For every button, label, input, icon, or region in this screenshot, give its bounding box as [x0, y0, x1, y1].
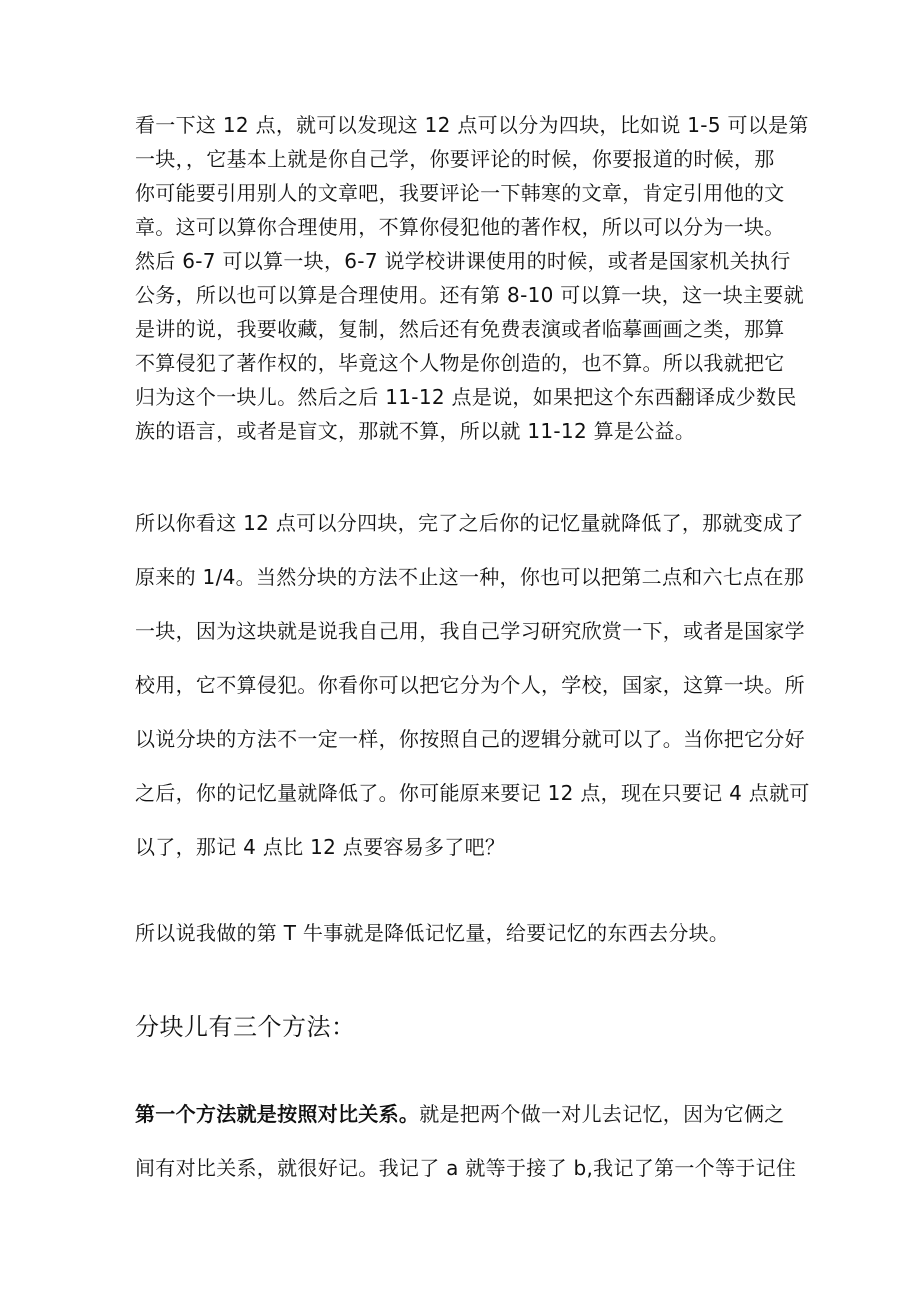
text-line: 以了，那记 4 点比 12 点要容易多了吧？: [135, 835, 506, 859]
text-line: [135, 1087, 787, 1141]
text-line: 看一下这 12 点，就可以发现这 12 点可以分为四块，比如说 1-5 可以是第: [135, 113, 809, 137]
section-heading: 分块儿有三个方法：: [135, 1013, 356, 1041]
text-line: 校用，它不算侵犯。你看你可以把它分为个人，学校，国家，这算一块。所: [135, 673, 805, 697]
text-line: 不算侵犯了著作权的，毕竟这个人物是你创造的，也不算。所以我就把它: [135, 351, 785, 375]
text-line: 一块，因为这块就是说我自己用，我自己学习研究欣赏一下，或者是国家学: [135, 619, 805, 643]
paragraph-method-one: [135, 1087, 797, 1195]
text-line: 然后 6-7 可以算一块，6-7 说学校讲课使用的时候，或者是国家机关执行: [135, 249, 791, 273]
text-line: 所以你看这 12 点可以分四块，完了之后你的记忆量就降低了，那就变成了: [135, 511, 804, 535]
text-line: 你可能要引用别人的文章吧，我要评论一下韩寒的文章，肯定引用他的文: [135, 181, 785, 205]
text-line: 原来的 1/4。当然分块的方法不止这一种，你也可以把第二点和六七点在那: [135, 565, 805, 589]
text-line: 所以说我做的第 T 牛事就是降低记忆量，给要记忆的东西去分块。: [135, 921, 730, 945]
paragraph-four-chunks: [135, 496, 810, 874]
text-line: 族的语言，或者是盲文，那就不算，所以就 11-12 算是公益。: [135, 419, 696, 443]
text-line: 之后，你的记忆量就降低了。你可能原来要记 12 点，现在只要记 4 点就可: [135, 781, 810, 805]
text-line: 一块，，它基本上就是你自己学，你要评论的时候，你要报道的时候，那: [135, 147, 775, 171]
text-line: 归为这个一块儿。然后之后 11-12 点是说，如果把这个东西翻译成少数民: [135, 385, 797, 409]
paragraph-summary: [135, 913, 787, 953]
text-line: 是讲的说，我要收藏，复制，然后还有免费表演或者临摹画画之类，那算: [135, 317, 785, 341]
line-continuation: 就是把两个做一对儿去记忆，因为它俩之: [419, 1102, 785, 1126]
bold-lead-text: 第一个方法就是按照对比关系。: [135, 1102, 420, 1126]
text-line: 公务，所以也可以算是合理使用。还有第 8-10 可以算一块，这一块主要就: [135, 283, 804, 307]
paragraph-chunking-example: [135, 108, 809, 448]
text-line: 间有对比关系，就很好记。我记了 a 就等于接了 b,我记了第一个等于记住: [135, 1156, 797, 1180]
text-line: 以说分块的方法不一定一样，你按照自己的逻辑分就可以了。当你把它分好: [135, 727, 805, 751]
text-line: 章。这可以算你合理使用，不算你侵犯他的著作权，所以可以分为一块。: [135, 215, 785, 239]
